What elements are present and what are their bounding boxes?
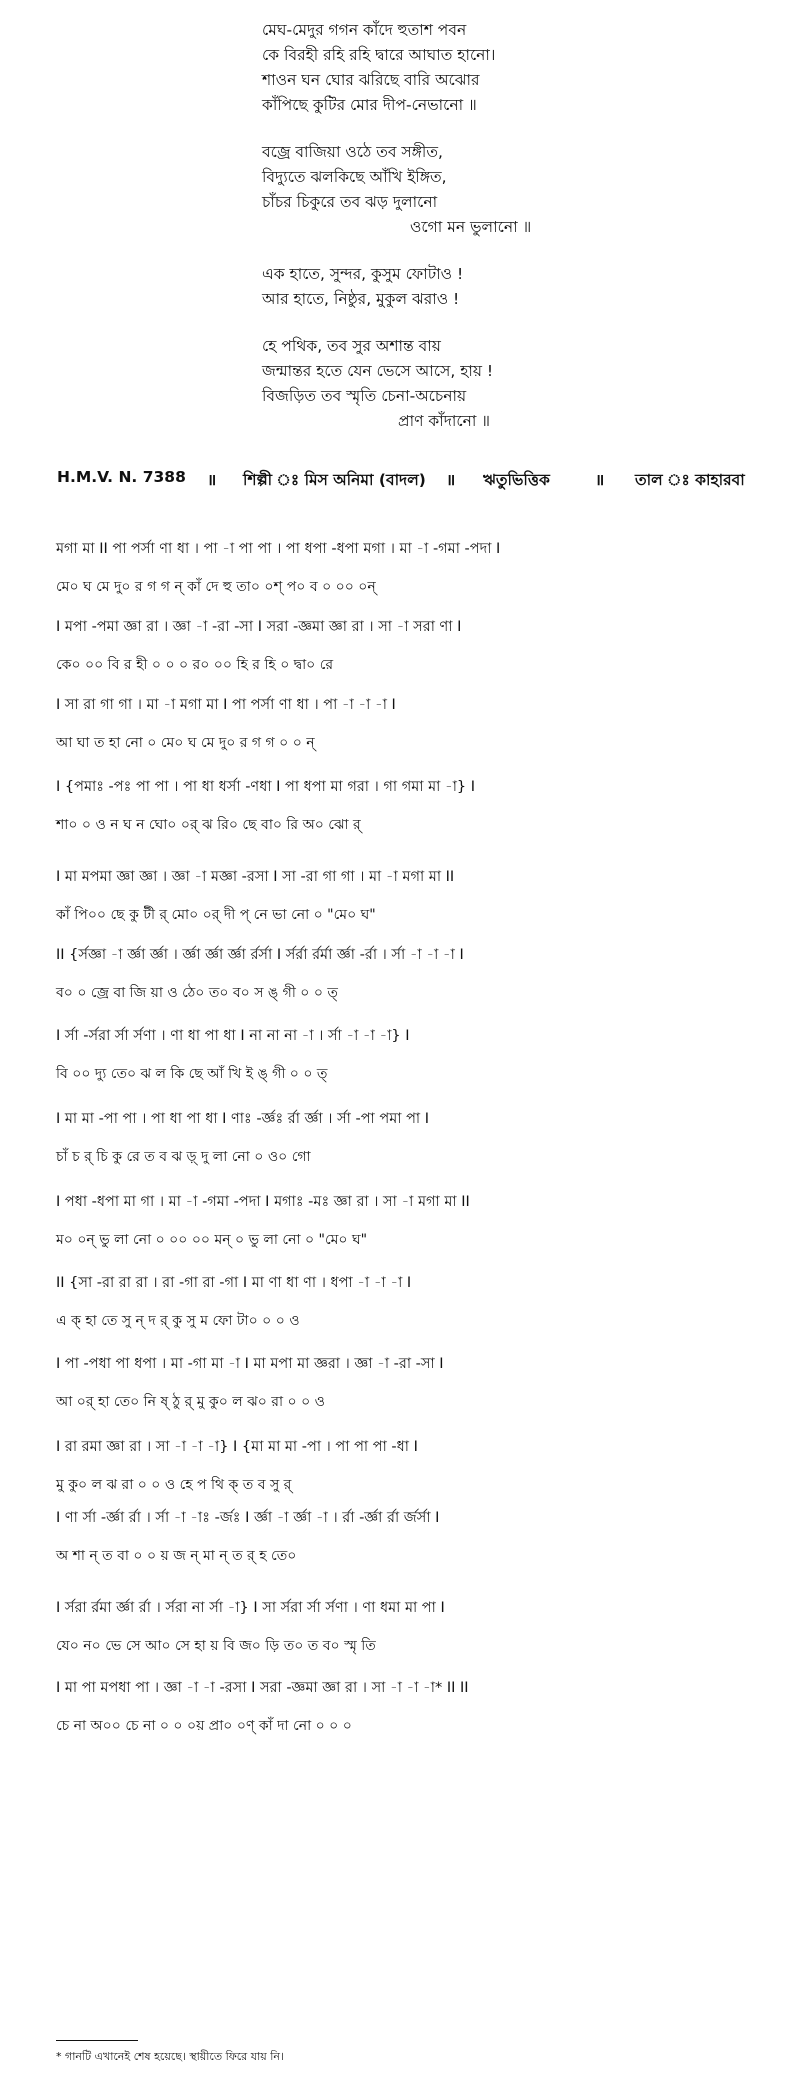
lyric-row: এ ক্ হা তে সু ন্ দ র্ কু সু ম ফো টা০ ০ ০ ও <box>56 1313 300 1329</box>
lyric-line: জন্মান্তর হতে যেন ভেসে আসে, হায় ! <box>262 362 494 380</box>
lyric-line: কে বিরহী রহি রহি দ্বারে আঘাত হানো। <box>262 46 496 64</box>
lyric-line: শাওন ঘন ঘোর ঝরিছে বারি অঝোর <box>262 71 480 89</box>
record-meta <box>57 468 757 494</box>
swara-row: I মা পা মপধা পা । জ্ঞা -া -া -রসা I সরা -জ্ঞমা জ্ঞা রা । সা -া -া -া* II II <box>56 1680 469 1696</box>
lyric-line: আর হাতে, নিষ্ঠুর, মুকুল ঝরাও ! <box>262 290 460 308</box>
notation-block <box>56 1428 756 1504</box>
lyric-line: ওগো মন ভুলানো ॥ <box>410 218 532 236</box>
swara-row: I র্সরা র্রমা র্জ্ঞা র্রা । র্সরা না র্সা -া} I সা র্সরা র্সা র্সণা । ণা ধমা মা পা I <box>56 1600 445 1616</box>
lyric-row: আ ঘা ত হা নো ০ মে০ ঘ মে দু০ র গ গ ০ ০ ন্ <box>56 735 315 751</box>
lyric-line: কাঁপিছে কুটির মোর দীপ-নেভানো ॥ <box>262 96 477 114</box>
lyric-row: চাঁ চ র্ চি কু রে ত ব ঝ ড়্ দু লা নো ০ ও০ গো <box>56 1149 311 1165</box>
notation-block <box>56 1499 756 1575</box>
lyric-line: বজ্রে বাজিয়া ওঠে তব সঙ্গীত, <box>262 143 443 161</box>
notation-block <box>56 1589 756 1665</box>
notation-block <box>56 768 756 844</box>
swara-row: I মপা -পমা জ্ঞা রা । জ্ঞা -া -রা -সা I সরা -জ্ঞমা জ্ঞা রা । সা -া সরা ণা I <box>56 619 462 635</box>
lyric-row: মু কু০ ল ঝ রা ০ ০ ও হে প থি ক্ ত ব সু র্ <box>56 1477 292 1493</box>
notation-block <box>56 530 756 606</box>
separator: ॥ <box>446 471 456 489</box>
lyric-row: বি ০০ দ্যু তে০ ঝ ল কি ছে আঁ খি ই ঙ্ গী ০ ০ ত্ <box>56 1066 328 1082</box>
notation-block <box>56 686 756 762</box>
notation-block <box>56 1183 756 1259</box>
stanza <box>262 140 562 240</box>
lyric-line: এক হাতে, সুন্দর, কুসুম ফোটাও ! <box>262 265 464 283</box>
swara-row: মগা মা II পা পর্সা ণা ধা । পা -া পা পা । পা ধপা -ধপা মগা । মা -া -গমা -পদা I <box>56 541 501 557</box>
category: ঋতুভিত্তিক <box>483 471 550 489</box>
swara-row: I মা মপমা জ্ঞা জ্ঞা । জ্ঞা -া মজ্ঞা -রসা I সা -রা গা গা । মা -া মগা মা II <box>56 869 455 885</box>
stanza <box>262 18 562 118</box>
swara-row: I মা মা -পা পা । পা ধা পা ধা I ণাঃ -র্জ্ঞঃ র্রা র্জ্ঞা । র্সা -পা পমা পা I <box>56 1111 429 1127</box>
notation-block <box>56 1669 756 1745</box>
swara-row: I পা -পধা পা ধপা । মা -গা মা -া I মা মপা মা জ্ঞরা । জ্ঞা -া -রা -সা I <box>56 1356 444 1372</box>
stanza <box>262 262 562 312</box>
lyric-line: চাঁচর চিকুরে তব ঝড় দুলানো <box>262 193 438 211</box>
lyric-line: হে পথিক, তব সুর অশান্ত বায় <box>262 337 441 355</box>
notation-block <box>56 1345 756 1421</box>
lyric-line: প্রাণ কাঁদানো ॥ <box>398 412 491 430</box>
footnote-rule <box>56 2040 138 2041</box>
lyric-row: কে০ ০০ বি র হী ০ ০ ০ র০ ০০ হি র হি ০ দ্বা০ রে <box>56 657 334 673</box>
artist: শিল্পী ঃ মিস অনিমা (বাদল) <box>243 471 426 489</box>
lyric-row: যে০ ন০ ভে সে আ০ সে হা য় বি জ০ ড়ি ত০ ত ব০ স্মৃ তি <box>56 1638 376 1654</box>
swara-row: I ণা র্সা -র্জ্ঞা র্রা । র্সা -া -াঃ -র্জঃ I র্জ্ঞা -া র্জ্ঞা -া । র্রা -র্জ্ঞা র্রা র্জর্সা I <box>56 1510 440 1526</box>
swara-row: I র্সা -র্সরা র্সা র্সণা । ণা ধা পা ধা I না না না -া । র্সা -া -া -া} I <box>56 1028 410 1044</box>
swara-row: I সা রা গা গা । মা -া মগা মা I পা পর্সা ণা ধা । পা -া -া -া I <box>56 697 396 713</box>
lyric-line: বিজড়িত তব স্মৃতি চেনা-অচেনায় <box>262 387 467 405</box>
lyric-row: চে না অ০০ চে না ০ ০ ০য় প্রা০ ০ণ্ কাঁ দা নো ০ ০ ০ <box>56 1718 352 1734</box>
notation-block <box>56 936 756 1012</box>
swara-row: II {সা -রা রা রা । রা -গা রা -গা I মা ণা ধা ণা । ধপা -া -া -া I <box>56 1275 412 1291</box>
lyric-row: ম০ ০ন্ ভু লা নো ০ ০০ ০০ মন্ ০ ভু লা নো ০ "মে০ ঘ" <box>56 1232 368 1248</box>
lyric-line: মেঘ-মেদুর গগন কাঁদে হুতাশ পবন <box>262 21 467 39</box>
notation-block <box>56 1017 756 1093</box>
lyric-row: ব০ ০ জ্রে বা জি য়া ও ঠে০ ত০ ব০ স ঙ্ গী ০ ০ ত্ <box>56 985 338 1001</box>
taal: তাল ঃ কাহারবা <box>635 471 745 489</box>
lyric-row: মে০ ঘ মে দু০ র গ গ ন্ কাঁ দে হু তা০ ০শ্ প০ ব ০ ০০ ০ন্ <box>56 579 376 595</box>
swara-row: I {পমাঃ -পঃ পা পা । পা ধা ধর্সা -ণধা I পা ধপা মা গরা । গা গমা মা -া} I <box>56 779 476 795</box>
notation-block <box>56 608 756 684</box>
notation-block <box>56 1100 756 1176</box>
lyric-row: কাঁ পি০০ ছে কু টী র্ মো০ ০র্ দী প্ নে ভা নো ০ "মে০ ঘ" <box>56 907 376 923</box>
lyric-line: বিদ্যুতে ঝলকিছে আঁখি ইঙ্গিত, <box>262 168 447 186</box>
separator: ॥ <box>207 471 217 489</box>
swara-row: I পধা -ধপা মা গা । মা -া -গমা -পদা I মগাঃ -মঃ জ্ঞা রা । সা -া মগা মা II <box>56 1194 470 1210</box>
record-number: H.M.V. N. 7388 <box>57 468 186 486</box>
notation-block <box>56 858 756 934</box>
swara-row: II {র্সজ্ঞা -া র্জ্ঞা র্জ্ঞা । র্জ্ঞা র্জ্ঞা র্জ্ঞা র্রর্সা I র্সর্রা র্রর্মা র্জ্ঞা -র্রা । র্সা -া -া -া I <box>56 947 464 963</box>
footnote: * গানটি এখানেই শেষ হয়েছে। স্থায়ীতে ফিরে যায় নি। <box>56 2050 284 2063</box>
lyric-row: শা০ ০ ও ন ঘ ন ঘো০ ০র্ ঝ রি০ ছে বা০ রি অ০ ঝো র্ <box>56 817 361 833</box>
stanza <box>262 334 562 434</box>
lyrics <box>262 18 562 456</box>
notation-block <box>56 1264 756 1340</box>
lyric-row: অ শা ন্ ত বা ০ ০ য় জ ন্ মা ন্ ত র্ হ তে০ <box>56 1548 297 1564</box>
swara-row: I রা রমা জ্ঞা রা । সা -া -া -া} I {মা মা মা -পা । পা পা পা -ধা I <box>56 1439 418 1455</box>
lyric-row: আ ০র্ হা তে০ নি ষ্ ঠু র্ মু কু০ ল ঝ০ রা ০ ০ ও <box>56 1394 325 1410</box>
separator: ॥ <box>595 471 605 489</box>
